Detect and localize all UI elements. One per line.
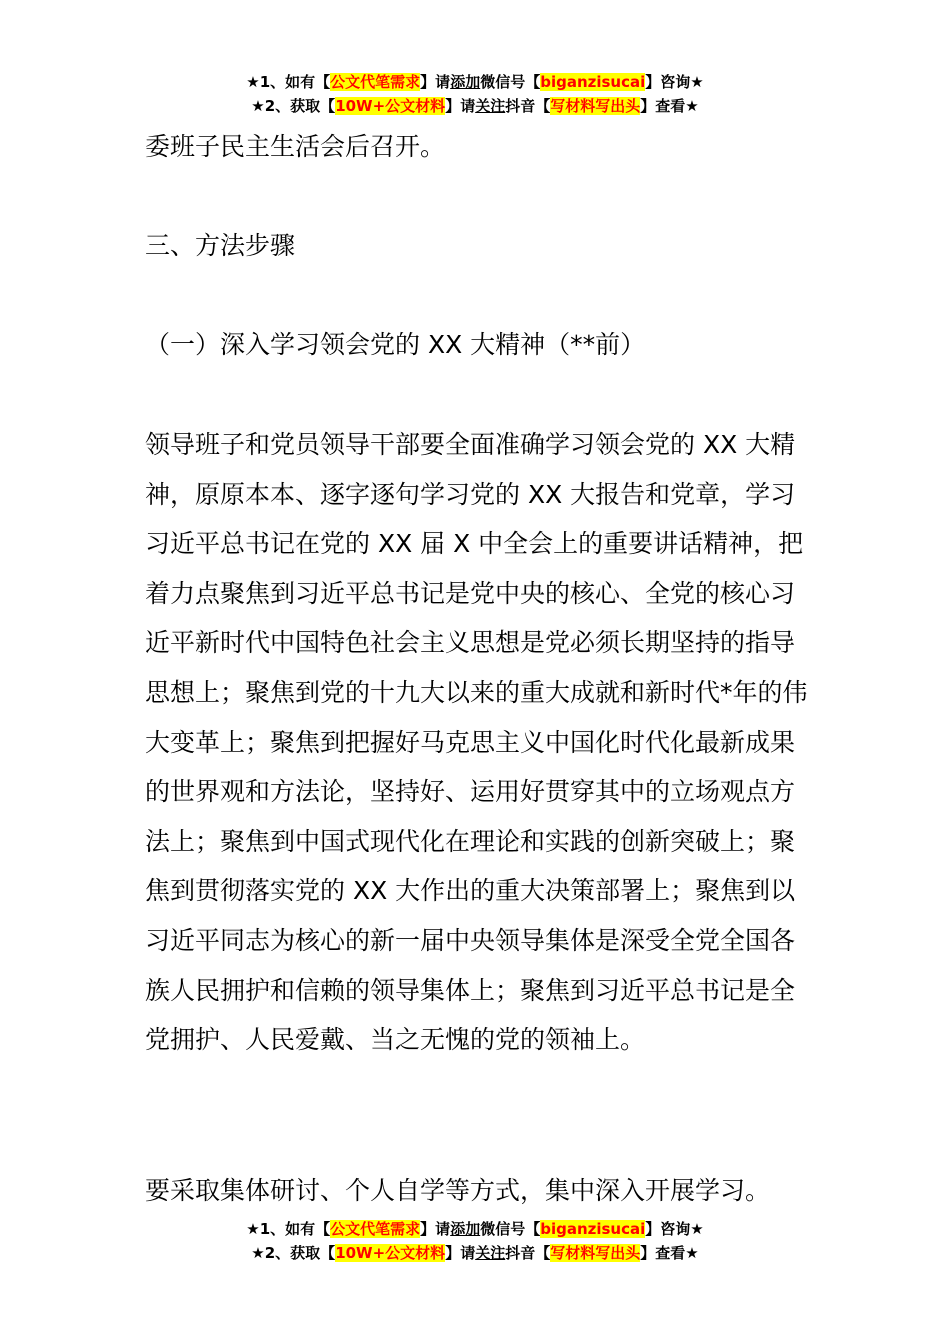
footer-banner — [0, 1217, 950, 1265]
continued-paragraph: 委班子民主生活会后召开。 — [145, 132, 446, 161]
banner-line-2: ★2、获取【10W+公文材料】请关注抖音【写材料写出头】查看★ — [251, 1244, 699, 1262]
section-heading-3: 三、方法步骤 — [145, 231, 296, 260]
body-paragraph-1 — [145, 420, 810, 1065]
banner-line-2: ★2、获取【10W+公文材料】请关注抖音【写材料写出头】查看★ — [251, 97, 699, 115]
header-banner — [0, 70, 950, 118]
body-paragraph-2: 要采取集体研讨、个人自学等方式，集中深入开展学习。 — [145, 1176, 771, 1205]
banner-line-1: ★1、如有【公文代笔需求】请添加微信号【biganzisucai】咨询★ — [246, 1220, 704, 1238]
banner-line-1: ★1、如有【公文代笔需求】请添加微信号【biganzisucai】咨询★ — [246, 73, 704, 91]
paragraph-text: 领导班子和党员领导干部要全面准确学习领会党的 XX 大精神，原原本本、逐字逐句学习党的 XX 大报告和党章，学习习近平总书记在党的 XX 届 X 中全会上的重要讲话精神，把着力点聚焦到习近平总书记是党中央的核心、全党的核心习近平新时代中国特色社会主义思想是党必须长期坚持的指导思想上；聚焦到党的十九大以来的重大成就和新时代*年的伟大变革上；聚焦到把握好马克思主义中国化时代化最新成果的世界观和方法论，坚持好、运用好贯穿其中的立场观点方法上；聚焦到中国式现代化在理论和实践的创新突破上；聚焦到贯彻落实党的 XX 大作出的重大决策部署上；聚焦到以习近平同志为核心的新一届中央领导集体是深受全党全国各族人民拥护和信赖的领导集体上；聚焦到习近平总书记是全党拥护、人民爱戴、当之无愧的党的领袖上。 — [145, 430, 808, 1055]
subsection-heading-1: （一）深入学习领会党的 XX 大精神（**前） — [145, 330, 646, 359]
